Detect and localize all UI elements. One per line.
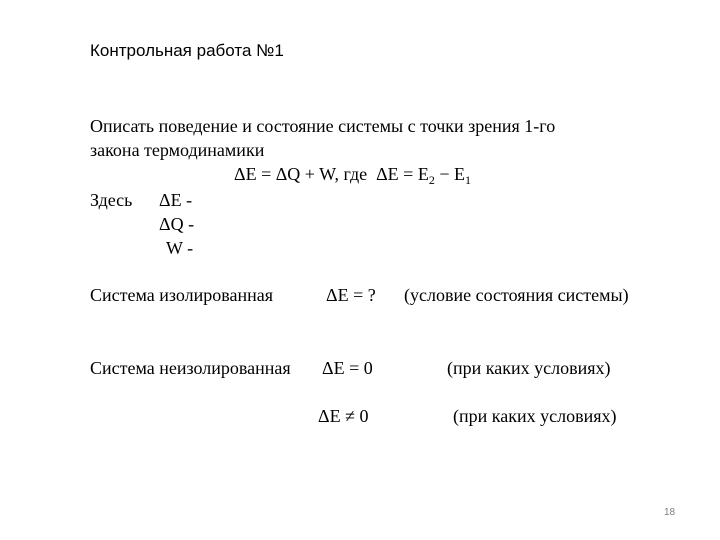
formula-line [234, 164, 471, 185]
formula-minus: − E [434, 164, 465, 184]
nonisolated-equation-nonzero: ΔE ≠ 0 [318, 406, 369, 426]
isolated-note: (условие состояния системы) [404, 285, 629, 305]
page-number: 18 [664, 507, 676, 518]
here-term-heat: ΔQ - [159, 214, 195, 234]
formula-main: ΔE = ΔQ + W, где [234, 164, 368, 184]
formula-rhs-prefix: ΔE = E [376, 164, 429, 184]
nonisolated-label: Система неизолированная [90, 358, 291, 378]
isolated-equation: ΔE = ? [326, 285, 376, 305]
nonisolated-note-nonzero: (при каких условиях) [453, 406, 617, 426]
here-term-work: W - [166, 238, 194, 258]
formula-sub-1: 1 [464, 173, 471, 187]
here-label: Здесь [90, 190, 133, 210]
page-title: Контрольная работа №1 [90, 41, 284, 60]
task-line-1: Описать поведение и состояние системы с точки зрения 1-го [90, 116, 556, 136]
here-term-energy: ΔE - [159, 190, 193, 210]
formula-sub-2: 2 [428, 173, 435, 187]
task-line-2: закона термодинамики [90, 140, 265, 160]
isolated-label: Система изолированная [90, 285, 274, 305]
nonisolated-equation-zero: ΔE = 0 [322, 358, 373, 378]
nonisolated-note-zero: (при каких условиях) [447, 358, 611, 378]
